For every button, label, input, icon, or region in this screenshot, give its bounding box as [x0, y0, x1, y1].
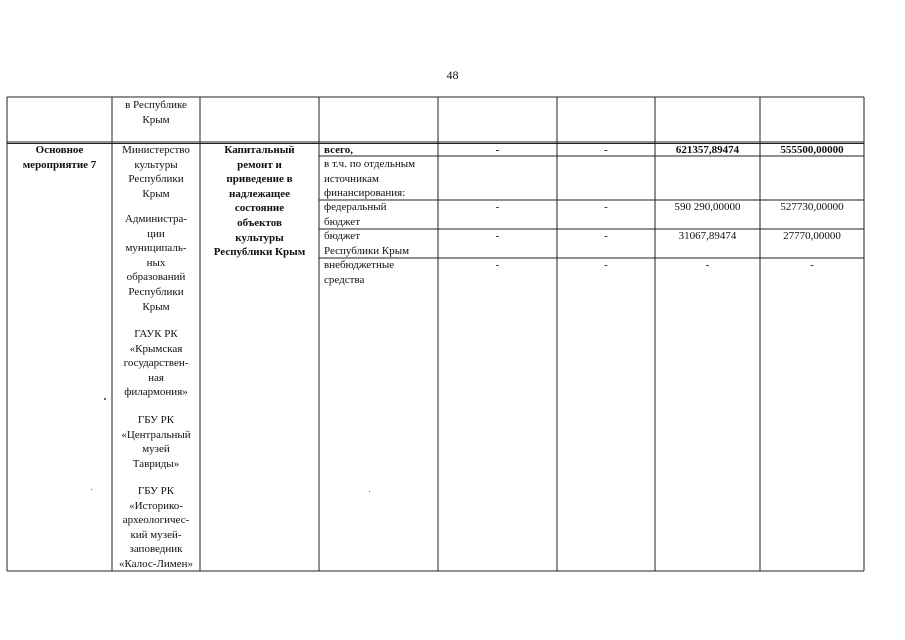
page-number: 48 — [446, 68, 459, 82]
scan-speck — [104, 398, 106, 400]
regional-col1: - — [495, 230, 500, 242]
source-regional-label: бюджет Республики Крым — [324, 230, 410, 257]
total-col2: - — [604, 144, 608, 156]
measure-title: Капитальный ремонт и приведение в надлежащее состояние объектов культуры Республики Крым — [213, 144, 306, 259]
federal-col3: 590 290,00000 — [674, 201, 741, 213]
federal-col4: 527730,00000 — [780, 201, 844, 213]
source-federal-label: федеральный бюджет — [324, 201, 387, 228]
top-row-executor: в Республике Крым — [125, 99, 187, 126]
federal-col2: - — [604, 201, 608, 213]
extrabudget-col4: - — [810, 259, 814, 271]
regional-col4: 27770,00000 — [783, 230, 841, 242]
total-col3: 621357,89474 — [675, 144, 740, 156]
executor-central-museum: ГБУ РК «Центральный музей Тавриды» — [121, 414, 191, 470]
source-total-label: всего, — [324, 144, 353, 156]
extrabudget-col1: - — [495, 259, 500, 271]
regional-col3: 31067,89474 — [678, 230, 737, 242]
executor-ministry: Министерство культуры Республики Крым — [122, 144, 190, 200]
executor-administrations: Администра- ции муниципаль- ных образований Республики Крым — [124, 213, 188, 313]
total-col1: - — [495, 144, 500, 156]
extrabudget-col3: - — [705, 259, 710, 271]
extrabudget-col2: - — [604, 259, 608, 271]
federal-col1: - — [495, 201, 500, 213]
executor-philharmonic: ГАУК РК «Крымская государствен- ная филармония» — [123, 328, 189, 399]
regional-col2: - — [604, 230, 608, 242]
source-extrabudget-label: внебюджетные средства — [324, 259, 395, 286]
executor-kalos-limen: ГБУ РК «Историко- археологичес- кий музей- заповедник «Калос-Лимен» — [118, 485, 194, 570]
source-incl-label: в т.ч. по отдельным источникам финансирования: — [324, 158, 416, 200]
scan-speck — [369, 491, 370, 492]
total-col4: 555500,00000 — [780, 144, 844, 156]
measure-label: Основное мероприятие 7 — [22, 144, 97, 171]
scan-speck — [91, 489, 92, 490]
